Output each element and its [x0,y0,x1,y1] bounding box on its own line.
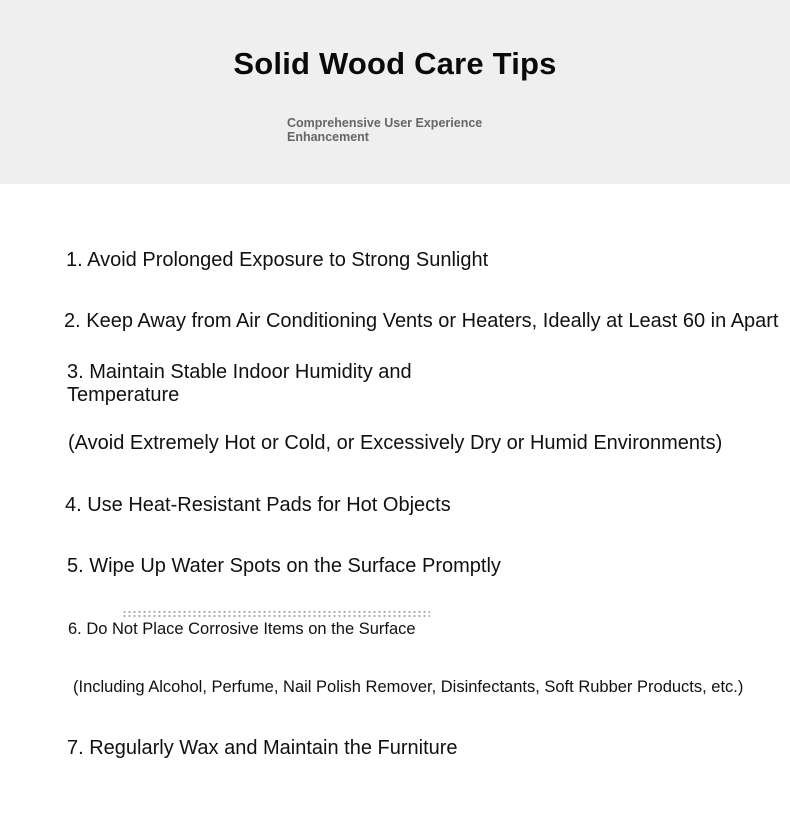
scan-noise [122,610,430,618]
page-title: Solid Wood Care Tips [233,46,557,81]
tip-6: 6. Do Not Place Corrosive Items on the Surface [68,620,416,638]
tip-2: 2. Keep Away from Air Conditioning Vents or Heaters, Ideally at Least 60 in Apart [64,310,779,332]
page-subtitle: Comprehensive User Experience Enhancement [287,116,483,144]
tip-6-note: (Including Alcohol, Perfume, Nail Polish Remover, Disinfectants, Soft Rubber Products, etc.) [73,678,744,696]
header-banner [0,0,790,184]
tip-5: 5. Wipe Up Water Spots on the Surface Promptly [67,555,501,577]
tip-3: 3. Maintain Stable Indoor Humidity and Temperature [67,361,412,406]
tip-1: 1. Avoid Prolonged Exposure to Strong Sunlight [66,249,489,271]
tip-7: 7. Regularly Wax and Maintain the Furniture [67,737,458,759]
tip-3-note: (Avoid Extremely Hot or Cold, or Excessively Dry or Humid Environments) [68,432,723,454]
tip-4: 4. Use Heat-Resistant Pads for Hot Objects [65,494,451,516]
